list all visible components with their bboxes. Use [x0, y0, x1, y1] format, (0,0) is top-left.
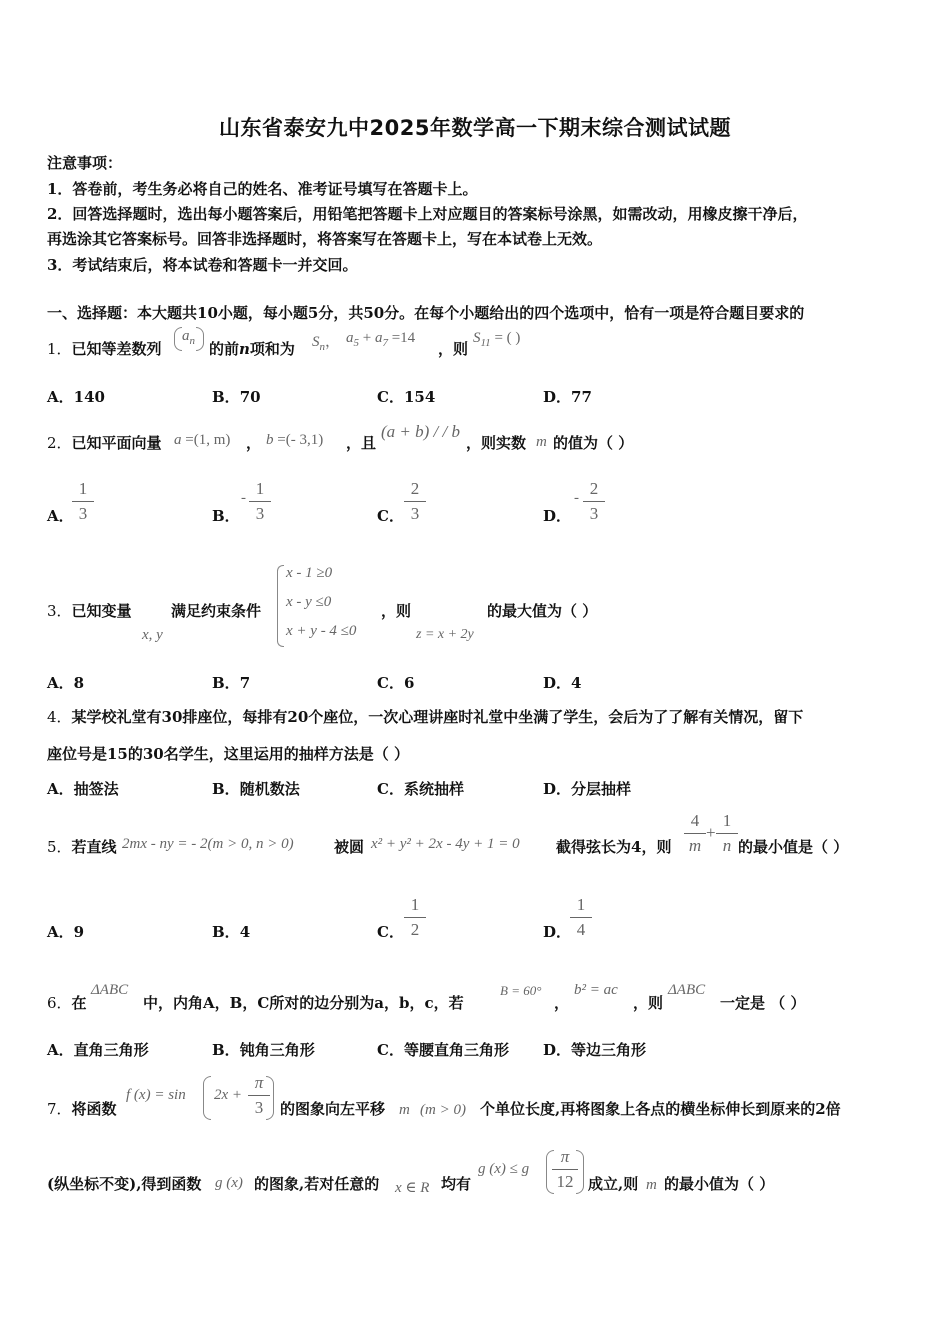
q7-m-cond: (m > 0)	[420, 1102, 466, 1118]
q4-line-2: 座位号是15的30名学生，这里运用的抽样方法是（ ）	[47, 745, 409, 763]
q1-plus: +	[362, 330, 372, 346]
q2-a-val: =(1, m)	[185, 432, 231, 448]
q3-text-3: ，则	[381, 602, 412, 620]
q5-number: 5．	[47, 838, 72, 856]
q7-number: 7．	[47, 1100, 72, 1118]
q2-text-3: ，则实数	[466, 434, 527, 452]
q2-opt-d-num: 2	[589, 479, 599, 498]
q2-opt-c-num: 2	[410, 479, 420, 498]
q5-f1-den: m	[688, 836, 702, 855]
q1-seq-sub: n	[189, 335, 195, 347]
q7-paren-right	[266, 1076, 274, 1120]
section-heading: 一、选择题：本大题共10小题，每小题5分，共50分。在每个小题给出的四个选项中，恰有一项是符合题目要求的	[47, 304, 805, 322]
q6-opt-d-label: D．	[543, 1041, 572, 1059]
q6-text-2: 中，内角A，B，C所对的边分别为a，b，c，若	[143, 994, 464, 1012]
q1-opt-a: 140	[73, 388, 105, 406]
q3-vars: x, y	[142, 627, 163, 643]
q5-opt-d-den: 4	[576, 920, 586, 939]
q1-opt-b-label: B．	[212, 388, 240, 406]
q1-opt-c: 154	[403, 388, 436, 406]
q1-text: 已知等差数列	[71, 340, 162, 358]
q2-opt-a-label: A．	[47, 507, 74, 525]
q6-comma: ，	[554, 994, 570, 1012]
q5-text-3: 截得弦长为4，则	[556, 838, 672, 856]
q4-number: 4．	[47, 708, 72, 726]
q5-line-eq: 2mx - ny = - 2(m > 0, n > 0)	[122, 836, 294, 852]
notice-heading: 注意事项：	[47, 154, 123, 172]
q1-opt-d-label: D．	[543, 388, 572, 406]
q3-text-4: 的最大值为（ ）	[487, 602, 598, 620]
q1-opt-c-label: C．	[377, 388, 404, 406]
question-1	[47, 338, 162, 359]
q5-circle-eq: x² + y² + 2x - 4y + 1 = 0	[371, 836, 520, 852]
q7-pi: π	[254, 1073, 264, 1092]
q1-brace-right	[196, 327, 204, 351]
q7-pi-over-12	[552, 1146, 578, 1193]
q6-opt-c-label: C．	[377, 1041, 404, 1059]
q5-text-4: 的最小值是（ ）	[738, 838, 849, 856]
q3-constraint-3: x + y - 4 ≤0	[286, 623, 357, 639]
q5-opt-d-fraction	[570, 894, 592, 941]
q6-opt-c: 等腰直角三角形	[403, 1041, 509, 1059]
q5-opt-d-label: D．	[543, 923, 572, 941]
q4-line-1: 某学校礼堂有30排座位，每排有20个座位，一次心理讲座时礼堂中坐满了学生，会后为了了解有关情况，留下	[71, 708, 804, 726]
q5-f2-num: 1	[722, 811, 732, 830]
q7-m-2: m	[646, 1177, 657, 1193]
q1-opt-d: 77	[571, 388, 592, 406]
q2-opt-c-den: 3	[410, 504, 420, 523]
q3-opt-d: 4	[571, 674, 582, 692]
q5-plus: +	[706, 823, 716, 842]
q1-opt-a-label: A．	[47, 388, 74, 406]
q7-x-in-R: x ∈ R	[395, 1180, 430, 1196]
q4-opt-b-label: B．	[212, 780, 240, 798]
q5-f1-num: 4	[690, 811, 700, 830]
q1-n: n	[239, 340, 250, 358]
q1-number: 1．	[47, 340, 72, 358]
q2-opt-b-label: B．	[212, 507, 240, 525]
q5-opt-d-num: 1	[576, 895, 586, 914]
q3-number: 3．	[47, 602, 72, 620]
q5-text: 若直线	[71, 838, 117, 856]
q2-opt-b-den: 3	[255, 504, 265, 523]
q3-opt-c: 6	[403, 674, 415, 692]
q2-text: 已知平面向量	[71, 434, 162, 452]
q6-opt-a-label: A．	[47, 1041, 74, 1059]
q5-opt-a-label: A．	[47, 923, 74, 941]
q7-pi-2: π	[560, 1147, 570, 1166]
q1-seq: a	[182, 328, 190, 344]
q5-fraction-1	[684, 810, 706, 857]
q5-opt-a: 9	[73, 923, 85, 941]
q7-text: 将函数	[71, 1100, 117, 1118]
q7-text-8: 的最小值为（ ）	[664, 1175, 775, 1193]
q3-opt-c-label: C．	[377, 674, 404, 692]
q4-opt-a-label: A．	[47, 780, 74, 798]
q7-text-2: 的图象向左平移	[280, 1100, 386, 1118]
q2-a: a	[174, 432, 182, 448]
q7-twelve: 12	[556, 1172, 574, 1191]
q7-arg: 2x +	[214, 1087, 243, 1103]
q3-system-brace	[277, 565, 284, 647]
q4-opt-c: 系统抽样	[403, 780, 464, 798]
q4-opt-d-label: D．	[543, 780, 572, 798]
q1-eq: =	[494, 330, 503, 346]
q7-text-3: 个单位长度,再将图象上各点的横坐标伸长到原来的2倍	[480, 1100, 841, 1118]
q7-paren-left	[203, 1076, 211, 1120]
q7-three: 3	[254, 1098, 264, 1117]
q6-cond-1: B = 60°	[500, 983, 542, 998]
q6-text: 在	[71, 994, 87, 1012]
q6-text-4: 一定是 （ ）	[720, 994, 806, 1012]
q2-text-4: 的值为（ ）	[553, 434, 634, 452]
q6-opt-d: 等边三角形	[571, 1041, 647, 1059]
q7-ineq: g (x) ≤ g	[478, 1161, 530, 1177]
q1-tail: ( )	[506, 330, 521, 346]
q1-text-2: 的前	[209, 340, 240, 358]
q2-opt-d-sign: -	[574, 490, 579, 506]
q5-opt-c-den: 2	[410, 920, 420, 939]
q7-m: m	[399, 1102, 410, 1118]
q5-opt-c-num: 1	[410, 895, 420, 914]
q2-opt-b-fraction	[249, 478, 271, 525]
q2-opt-a-den: 3	[78, 504, 88, 523]
q1-a7: a	[374, 330, 383, 346]
q7-text-5: 的图象,若对任意的	[254, 1175, 380, 1193]
q7-paren-right-2	[576, 1150, 584, 1194]
q3-opt-a-label: A．	[47, 674, 74, 692]
q2-opt-d-fraction	[583, 478, 605, 525]
q5-opt-c-label: C．	[377, 923, 404, 941]
q3-constraint-2: x - y ≤0	[286, 594, 332, 610]
q6-number: 6．	[47, 994, 72, 1012]
q7-text-7: 成立,则	[588, 1175, 639, 1193]
q6-opt-b-label: B．	[212, 1041, 240, 1059]
q7-function: f (x) = sin	[126, 1087, 186, 1103]
notice-item-2: 2．回答选择题时，选出每小题答案后，用铅笔把答题卡上对应题目的答案标号涂黑，如需改动，用橡皮擦干净后，	[47, 205, 808, 223]
q2-opt-b-num: 1	[255, 479, 265, 498]
q2-b-val: =(- 3,1)	[277, 432, 324, 448]
q2-number: 2．	[47, 434, 72, 452]
q3-opt-b-label: B．	[212, 674, 240, 692]
q1-a7-sub: 7	[382, 337, 388, 349]
q1-eq14: =14	[391, 330, 416, 346]
q3-opt-b: 7	[239, 674, 251, 692]
q2-opt-c-label: C．	[377, 507, 404, 525]
q5-fraction-2	[716, 810, 738, 857]
q1-S11-sub: 11	[480, 337, 491, 349]
notice-item-1: 1．答卷前，考生务必将自己的姓名、准考证号填写在答题卡上。	[47, 180, 478, 198]
q5-opt-c-fraction	[404, 894, 426, 941]
q4-opt-d: 分层抽样	[571, 780, 632, 798]
q2-opt-a-num: 1	[78, 479, 88, 498]
q7-text-6: 均有	[441, 1175, 472, 1193]
q4-opt-b: 随机数法	[239, 780, 300, 798]
q6-opt-a: 直角三角形	[73, 1041, 149, 1059]
q6-cond-2: b² = ac	[574, 982, 618, 998]
q1-text-3: 项和为	[249, 340, 295, 358]
q3-text-2: 满足约束条件	[171, 602, 262, 620]
q2-opt-b-sign: -	[241, 490, 246, 506]
q2-relation: (a + b) / / b	[381, 422, 460, 441]
q1-opt-b: 70	[239, 388, 261, 406]
q1-then: ，则	[438, 340, 469, 358]
q3-text: 已知变量	[71, 602, 132, 620]
q1-a5-sub: 5	[353, 337, 359, 349]
q2-opt-d-label: D．	[543, 507, 572, 525]
q5-opt-b-label: B．	[212, 923, 240, 941]
q6-opt-b: 钝角三角形	[239, 1041, 315, 1059]
q2-opt-c-fraction	[404, 478, 426, 525]
q7-text-4: (纵坐标不变),得到函数	[47, 1175, 202, 1193]
q4-opt-c-label: C．	[377, 780, 404, 798]
q6-triangle-2: ΔABC	[668, 982, 706, 998]
q5-opt-b: 4	[239, 923, 251, 941]
q2-opt-d-den: 3	[589, 504, 599, 523]
q2-text-2: ，且	[346, 434, 377, 452]
q1-S-sub: n	[319, 341, 325, 353]
q3-objective: z = x + 2y	[416, 627, 474, 642]
notice-item-3: 3．考试结束后，将本试卷和答题卡一并交回。	[47, 256, 358, 274]
q1-brace-left	[174, 327, 182, 351]
q6-triangle: ΔABC	[91, 982, 129, 998]
q5-f2-den: n	[722, 836, 732, 855]
q1-a5: a	[346, 330, 354, 346]
q2-b: b	[266, 432, 274, 448]
q2-m: m	[536, 434, 547, 450]
q5-text-2: 被圆	[334, 838, 365, 856]
q3-constraint-1: x - 1 ≥0	[286, 565, 333, 581]
q3-opt-d-label: D．	[543, 674, 572, 692]
q4-opt-a: 抽签法	[73, 780, 119, 798]
q1-comma: ，	[325, 334, 341, 350]
q1-S11: S	[473, 330, 481, 346]
notice-item-2-cont: 再选涂其它答案标号。回答非选择题时，将答案写在答题卡上，写在本试卷上无效。	[47, 230, 603, 248]
q6-text-3: ，则	[633, 994, 664, 1012]
q2-comma: ，	[246, 434, 262, 452]
page-title: 山东省泰安九中2025年数学高一下期末综合测试试题	[219, 116, 731, 140]
q7-g: g (x)	[215, 1175, 243, 1191]
q2-opt-a-fraction	[72, 478, 94, 525]
q1-S: S	[312, 334, 320, 350]
q3-opt-a: 8	[73, 674, 85, 692]
